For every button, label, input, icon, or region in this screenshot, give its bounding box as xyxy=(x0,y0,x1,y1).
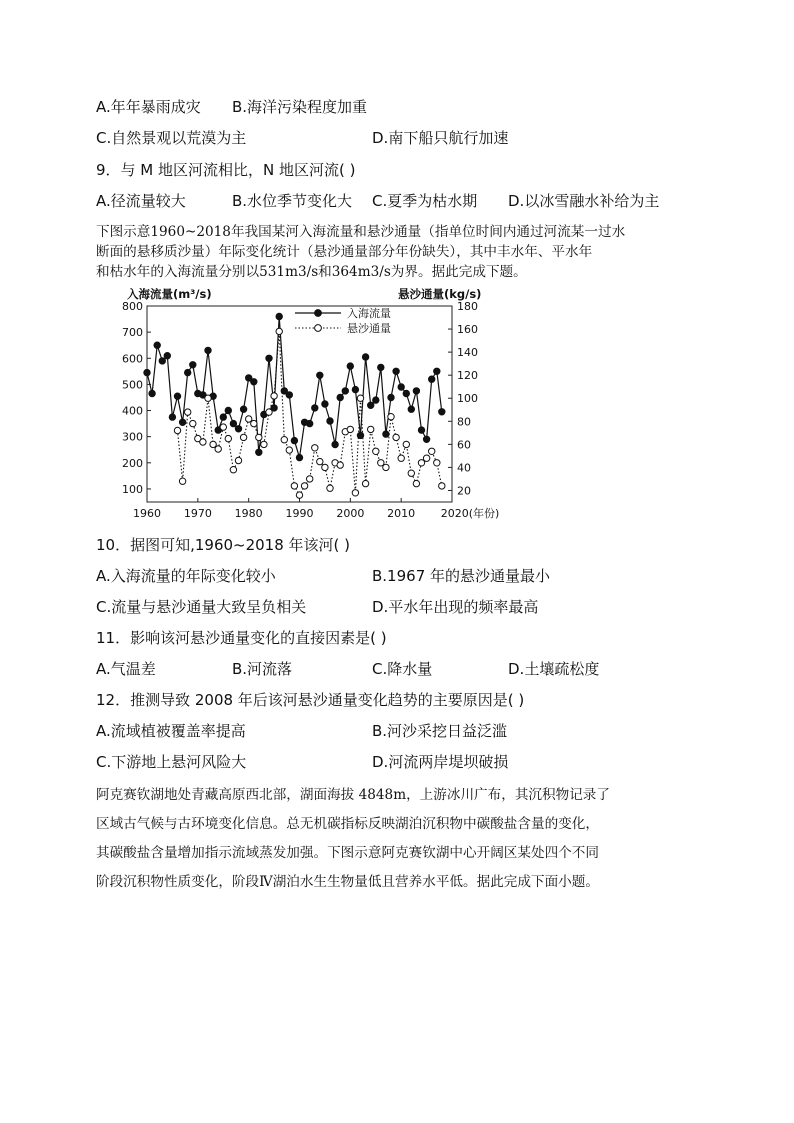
discharge-point xyxy=(256,449,262,455)
sediment-point xyxy=(174,427,180,433)
legend-discharge-label: 入海流量 xyxy=(347,307,391,320)
sediment-point xyxy=(276,328,282,334)
sediment-point xyxy=(357,395,363,401)
y-left-axis-title: 入海流量(m³/s) xyxy=(127,287,212,301)
intro1-line: 断面的悬移质沙量）年际变化统计（悬沙通量部分年份缺失），其中丰水年、平水年 xyxy=(96,244,593,260)
y-left-tick-label: 500 xyxy=(122,378,143,392)
sediment-point xyxy=(403,441,409,447)
intro1-line: 下图示意1960~2018年我国某河入海流量和悬沙通量（指单位时间内通过河流某一过水 xyxy=(96,224,626,240)
sediment-point xyxy=(413,480,419,486)
y-right-tick-label: 180 xyxy=(457,300,478,313)
sediment-point xyxy=(418,460,424,466)
discharge-point xyxy=(342,388,348,394)
q10-stem: 10．据图可知,1960~2018 年该河( ) xyxy=(96,536,351,554)
sediment-point xyxy=(317,458,323,464)
discharge-point xyxy=(413,388,419,394)
discharge-point xyxy=(362,354,368,360)
discharge-point xyxy=(159,358,165,364)
discharge-point xyxy=(403,390,409,396)
sediment-point xyxy=(337,462,343,468)
x-tick-label: 1980 xyxy=(234,507,263,520)
discharge-point xyxy=(240,406,246,412)
sediment-point xyxy=(261,441,267,447)
sediment-point xyxy=(362,480,368,486)
q9-option-b: B.水位季节变化大 xyxy=(232,192,353,210)
q9-option-a: A.径流量较大 xyxy=(96,192,186,210)
y-right-tick-label: 160 xyxy=(457,323,478,337)
discharge-point xyxy=(439,409,445,415)
sediment-point xyxy=(271,393,277,399)
sediment-point xyxy=(281,437,287,443)
y-left-tick-label: 800 xyxy=(122,300,143,313)
sediment-line xyxy=(178,331,442,495)
q12-option-a: A.流域植被覆盖率提高 xyxy=(96,722,246,740)
sediment-point xyxy=(301,483,307,489)
q11-option-b: B.河流落 xyxy=(232,660,293,678)
discharge-point xyxy=(327,418,333,424)
q8-option-c: C.自然景观以荒漠为主 xyxy=(96,129,247,147)
discharge-point xyxy=(266,355,272,361)
q10-option-a: A.入海流量的年际变化较小 xyxy=(96,567,276,585)
legend-sediment-marker xyxy=(315,325,322,332)
q9-stem: 9．与 M 地区河流相比，N 地区河流( ) xyxy=(96,161,356,179)
y-right-axis-title: 悬沙通量(kg/s) xyxy=(398,287,482,301)
discharge-point xyxy=(322,401,328,407)
discharge-point xyxy=(164,353,170,359)
x-tick-label: 2000 xyxy=(336,507,365,520)
x-tick-label: 1960 xyxy=(133,507,161,520)
legend-discharge-marker xyxy=(315,310,322,317)
sediment-point xyxy=(368,426,374,432)
sediment-point xyxy=(200,439,206,445)
sediment-point xyxy=(205,395,211,401)
discharge-point xyxy=(174,393,180,399)
q10-option-c: C.流量与悬沙通量大致呈负相关 xyxy=(96,598,307,616)
y-left-tick-label: 200 xyxy=(122,456,143,470)
discharge-point xyxy=(154,342,160,348)
sediment-point xyxy=(210,441,216,447)
q8-option-d: D.南下船只航行加速 xyxy=(372,129,509,147)
sediment-point xyxy=(220,424,226,430)
discharge-point xyxy=(434,368,440,374)
legend-sediment-label: 悬沙通量 xyxy=(347,322,391,335)
q10-option-b: B.1967 年的悬沙通量最小 xyxy=(372,567,551,585)
intro2-line: 阿克赛钦湖地处青藏高原西北部，湖面海拔 4848m，上游冰川广布，其沉积物记录了 xyxy=(96,787,610,803)
y-right-tick-label: 100 xyxy=(457,392,478,406)
sediment-point xyxy=(190,420,196,426)
discharge-point xyxy=(332,441,338,447)
x-tick-label: 1990 xyxy=(285,507,314,520)
discharge-point xyxy=(185,369,191,375)
sediment-point xyxy=(352,490,358,496)
sediment-point xyxy=(307,476,313,482)
q12-option-b: B.河沙采挖日益泛滥 xyxy=(372,722,508,740)
q9-option-c: C.夏季为枯水期 xyxy=(372,192,478,210)
sediment-point xyxy=(266,409,272,415)
sediment-point xyxy=(312,445,318,451)
discharge-point xyxy=(205,347,211,353)
y-left-tick-label: 300 xyxy=(122,430,143,444)
discharge-point xyxy=(423,436,429,442)
sediment-point xyxy=(439,483,445,489)
sediment-point xyxy=(327,485,333,491)
sediment-point xyxy=(388,414,394,420)
y-right-tick-label: 80 xyxy=(457,415,471,429)
y-right-tick-label: 20 xyxy=(457,484,471,498)
y-left-tick-label: 700 xyxy=(122,326,143,340)
sediment-point xyxy=(246,416,252,422)
sediment-point xyxy=(240,434,246,440)
sediment-point xyxy=(256,434,262,440)
intro2-line: 区域古气候与古环境变化信息。总无机碳指标反映湖泊沉积物中碳酸盐含量的变化， xyxy=(96,816,599,832)
sediment-point xyxy=(347,426,353,432)
flow-sediment-chart xyxy=(112,282,512,522)
plot-frame xyxy=(147,306,452,502)
q8-option-b: B.海洋污染程度加重 xyxy=(232,98,368,116)
sediment-point xyxy=(225,435,231,441)
sediment-point xyxy=(393,434,399,440)
discharge-point xyxy=(378,364,384,370)
discharge-point xyxy=(169,414,175,420)
sediment-point xyxy=(296,492,302,498)
sediment-point xyxy=(398,455,404,461)
y-left-tick-label: 100 xyxy=(122,482,143,496)
y-left-tick-label: 400 xyxy=(122,404,143,418)
q12-option-d: D.河流两岸堤坝破损 xyxy=(372,753,509,771)
sediment-point xyxy=(383,464,389,470)
discharge-point xyxy=(149,390,155,396)
q8-option-a: A.年年暴雨成灾 xyxy=(96,98,201,116)
sediment-point xyxy=(185,409,191,415)
q12-option-c: C.下游地上悬河风险大 xyxy=(96,753,247,771)
discharge-point xyxy=(418,427,424,433)
discharge-point xyxy=(291,437,297,443)
discharge-point xyxy=(296,454,302,460)
sediment-point xyxy=(373,448,379,454)
sediment-point xyxy=(434,460,440,466)
x-tick-label: 2010 xyxy=(387,507,416,520)
sediment-point xyxy=(230,467,236,473)
intro-paragraph-2 xyxy=(96,781,708,897)
q9-option-d: D.以冰雪融水补给为主 xyxy=(508,192,660,210)
sediment-point xyxy=(235,457,241,463)
intro2-line: 阶段沉积物性质变化，阶段Ⅳ湖泊水生生物量低且营养水平低。据此完成下面小题。 xyxy=(96,874,599,890)
y-left-tick-label: 600 xyxy=(122,352,143,366)
sediment-point xyxy=(251,420,257,426)
discharge-point xyxy=(347,363,353,369)
q11-option-a: A.气温差 xyxy=(96,660,156,678)
sediment-point xyxy=(215,446,221,452)
discharge-point xyxy=(312,405,318,411)
discharge-point xyxy=(352,386,358,392)
discharge-point xyxy=(368,402,374,408)
sediment-point xyxy=(291,483,297,489)
x-tick-label: 2020(年份) xyxy=(440,507,500,520)
discharge-point xyxy=(429,376,435,382)
sediment-point xyxy=(408,470,414,476)
discharge-point xyxy=(251,379,257,385)
discharge-point xyxy=(190,362,196,368)
discharge-point xyxy=(398,384,404,390)
q11-option-d: D.土壤疏松度 xyxy=(508,660,600,678)
discharge-point xyxy=(235,426,241,432)
discharge-point xyxy=(307,420,313,426)
q10-option-d: D.平水年出现的频率最高 xyxy=(372,598,539,616)
y-right-tick-label: 140 xyxy=(457,346,478,360)
discharge-point xyxy=(408,406,414,412)
discharge-point xyxy=(230,420,236,426)
discharge-point xyxy=(388,394,394,400)
q11-stem: 11．影响该河悬沙通量变化的直接因素是( ) xyxy=(96,629,387,647)
discharge-point xyxy=(220,414,226,420)
y-right-tick-label: 40 xyxy=(457,461,471,475)
discharge-point xyxy=(144,369,150,375)
discharge-point xyxy=(373,397,379,403)
q12-stem: 12．推测导致 2008 年后该河悬沙通量变化趋势的主要原因是( ) xyxy=(96,691,525,709)
discharge-point xyxy=(383,431,389,437)
sediment-point xyxy=(286,447,292,453)
y-right-tick-label: 60 xyxy=(457,438,471,452)
intro2-line: 其碳酸盐含量增加指示流域蒸发加强。下图示意阿克赛钦湖中心开阔区某处四个不同 xyxy=(96,845,599,861)
sediment-point xyxy=(322,464,328,470)
intro1-line: 和枯水年的入海流量分别以531m3/s和364m3/s为界。据此完成下题。 xyxy=(96,264,527,280)
discharge-point xyxy=(317,372,323,378)
sediment-point xyxy=(429,448,435,454)
x-tick-label: 1970 xyxy=(183,507,212,520)
discharge-point xyxy=(337,394,343,400)
sediment-point xyxy=(423,455,429,461)
sediment-point xyxy=(179,478,185,484)
sediment-point xyxy=(378,460,384,466)
q11-option-c: C.降水量 xyxy=(372,660,433,678)
y-right-tick-label: 120 xyxy=(457,369,478,383)
discharge-point xyxy=(276,313,282,319)
discharge-point xyxy=(393,368,399,374)
intro-paragraph-1 xyxy=(96,222,706,282)
discharge-point xyxy=(179,419,185,425)
discharge-point xyxy=(286,392,292,398)
discharge-point xyxy=(225,407,231,413)
